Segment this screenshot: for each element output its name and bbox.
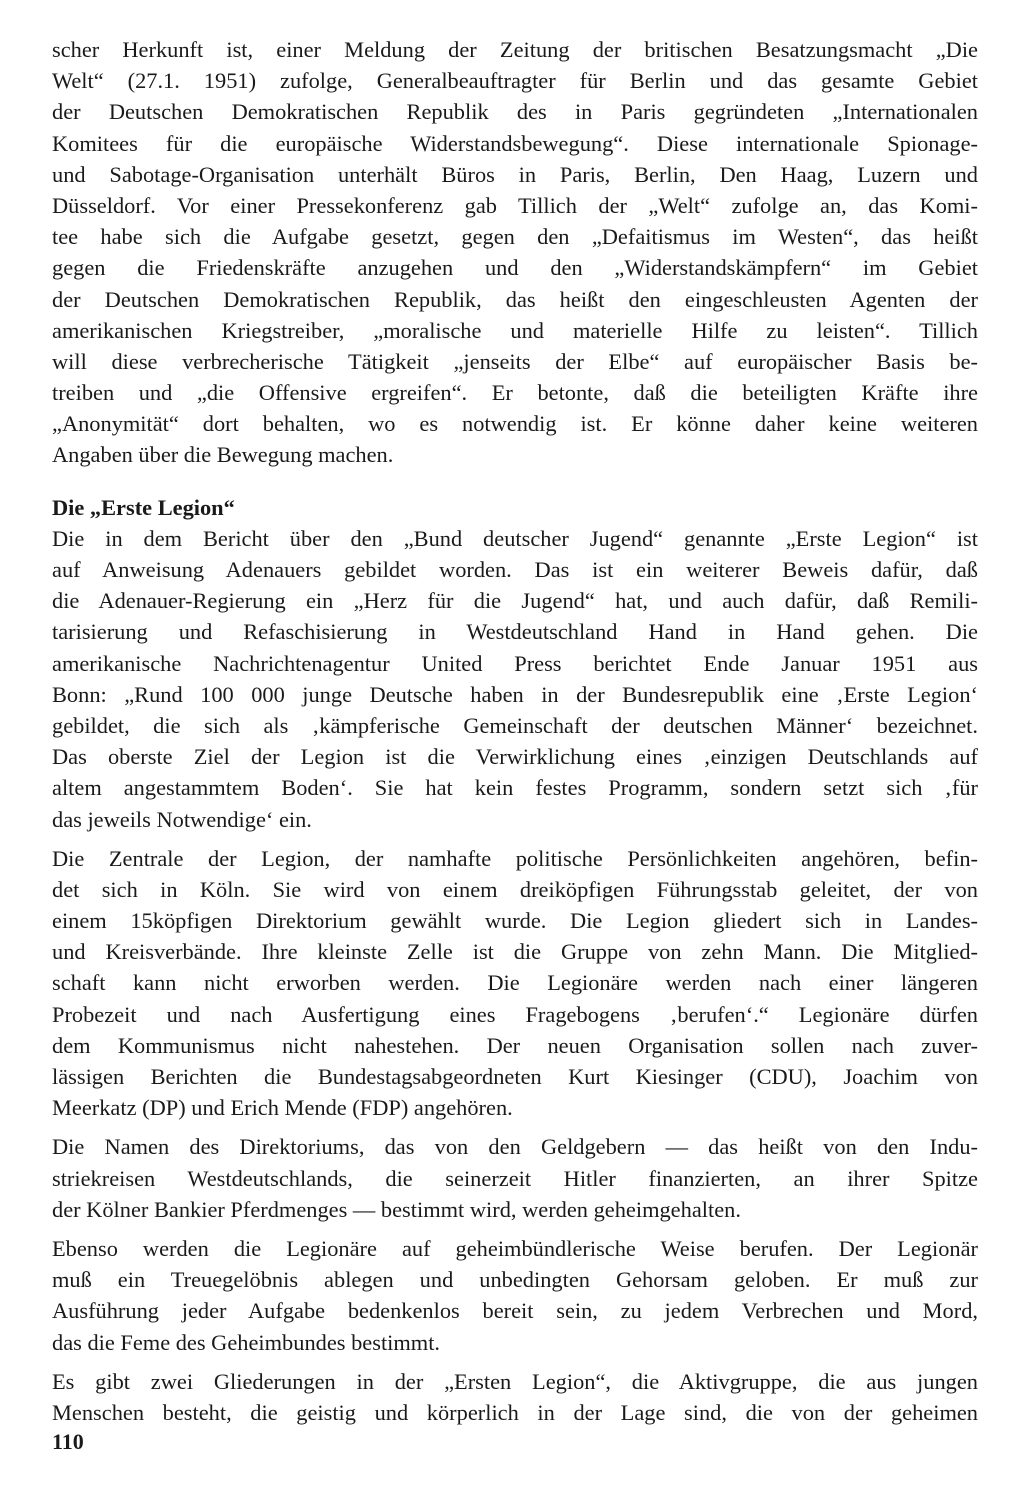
text-line: Düsseldorf. Vor einer Pressekonferenz gab Tillich der „Welt“ zufolge an, das Komi- [52, 192, 978, 218]
text-line: der Deutschen Demokratischen Republik, das heißt den eingeschleusten Agenten der [52, 286, 978, 312]
text-line: scher Herkunft ist, einer Meldung der Zeitung der britischen Besatzungsmacht „Die [52, 37, 978, 62]
text-line: Das oberste Ziel der Legion ist die Verwirklichung eines ‚einzigen Deutschlands auf [52, 744, 978, 770]
text-line: amerikanische Nachrichtenagentur United Press berichtet Ende Januar 1951 aus [52, 650, 978, 676]
text-line: det sich in Köln. Sie wird von einem dreiköpfigen Führungsstab geleitet, der von [52, 876, 978, 902]
text-line: Es gibt zwei Gliederungen in der „Ersten Legion“, die Aktivgruppe, die aus jungen [52, 1368, 978, 1394]
text-line: Komitees für die europäische Widerstandsbewegung“. Diese internationale Spionage- [52, 130, 978, 156]
text-line: Ebenso werden die Legionäre auf geheimbündlerische Weise berufen. Der Legionär [52, 1235, 978, 1261]
text-line: schaft kann nicht erworben werden. Die Legionäre werden nach einer längeren [52, 970, 978, 996]
text-line: Welt“ (27.1. 1951) zufolge, Generalbeauftragter für Berlin und das gesamte Gebiet [52, 68, 978, 94]
text-line: altem angestammtem Boden‘. Sie hat kein festes Programm, sondern setzt sich ‚für [52, 775, 978, 801]
text-line: und Sabotage-Organisation unterhält Büros in Paris, Berlin, Den Haag, Luzern und [52, 161, 978, 187]
text-line: die Adenauer-Regierung ein „Herz für die Jugend“ hat, und auch dafür, daß Remili- [52, 588, 978, 614]
section-heading: Die „Erste Legion“ [52, 494, 235, 520]
text-line: Bonn: „Rund 100 000 junge Deutsche haben in der Bundesrepublik eine ‚Erste Legion‘ [52, 681, 978, 707]
text-line: muß ein Treuegelöbnis ablegen und unbedingten Gehorsam geloben. Er muß zur [52, 1267, 978, 1293]
text-line: tarisierung und Refaschisierung in Westdeutschland Hand in Hand gehen. Die [52, 619, 978, 645]
paragraph-directorate [52, 1131, 978, 1225]
paragraph-oath [52, 1233, 978, 1358]
text-line: gegen die Friedenskräfte anzugehen und den „Widerstandskämpfern“ im Gebiet [52, 255, 978, 281]
paragraph-legion-intro [52, 523, 978, 835]
text-line: treiben und „die Offensive ergreifen“. Er betonte, daß die beteiligten Kräfte ihre [52, 380, 978, 406]
text-line: dem Kommunismus nicht nahestehen. Der neuen Organisation sollen nach zuver- [52, 1032, 978, 1058]
text-line: Probezeit und nach Ausfertigung eines Fragebogens ‚berufen‘.“ Legionäre dürfen [52, 1001, 978, 1027]
text-line: Angaben über die Bewegung machen. [52, 442, 394, 468]
text-line: tee habe sich die Aufgabe gesetzt, gegen den „Defaitismus im Westen“, das heißt [52, 224, 978, 250]
text-line: der Kölner Bankier Pferdmenges — bestimmt wird, werden geheimgehalten. [52, 1196, 741, 1222]
text-line: lässigen Berichten die Bundestagsabgeordneten Kurt Kiesinger (CDU), Joachim von [52, 1064, 978, 1089]
text-line: der Deutschen Demokratischen Republik des in Paris gegründeten „Internationalen [52, 99, 978, 125]
text-line: will diese verbrecherische Tätigkeit „jenseits der Elbe“ auf europäischer Basis be- [52, 348, 978, 374]
text-line: das die Feme des Geheimbundes bestimmt. [52, 1329, 441, 1355]
page-number: 110 [52, 1429, 84, 1454]
text-line: Die Zentrale der Legion, der namhafte politische Persönlichkeiten angehören, befin- [52, 845, 978, 871]
text-line: Die Namen des Direktoriums, das von den Geldgebern — das heißt von den Indu- [52, 1134, 978, 1160]
text-line: und Kreisverbände. Ihre kleinste Zelle ist die Gruppe von zehn Mann. Die Mitglied- [52, 939, 978, 965]
paragraph-tillich-committee [52, 34, 978, 471]
text-line: das jeweils Notwendige‘ ein. [52, 806, 312, 832]
text-line: amerikanischen Kriegstreiber, „moralische und materielle Hilfe zu leisten“. Tillich [52, 317, 978, 343]
text-line: einem 15köpfigen Direktorium gewählt wurde. Die Legion gliedert sich in Landes- [52, 908, 978, 934]
page-body [52, 34, 978, 1428]
text-line: auf Anweisung Adenauers gebildet worden. Das ist ein weiterer Beweis dafür, daß [52, 557, 978, 582]
text-line: Meerkatz (DP) und Erich Mende (FDP) angehören. [52, 1095, 513, 1121]
text-line: Menschen besteht, die geistig und körperlich in der Lage sind, die von der geheimen [52, 1399, 978, 1425]
text-line: „Anonymität“ dort behalten, wo es notwendig ist. Er könne daher keine weiteren [52, 411, 978, 437]
paragraph-divisions [52, 1366, 978, 1428]
text-line: Die in dem Bericht über den „Bund deutscher Jugend“ genannte „Erste Legion“ ist [52, 525, 978, 551]
text-line: Ausführung jeder Aufgabe bedenkenlos bereit sein, zu jedem Verbrechen und Mord, [52, 1298, 978, 1324]
paragraph-legion-structure [52, 843, 978, 1124]
text-line: gebildet, die sich als ‚kämpferische Gemeinschaft der deutschen Männer‘ bezeichnet. [52, 712, 978, 738]
text-line: striekreisen Westdeutschlands, die seinerzeit Hitler finanzierten, an ihrer Spitze [52, 1165, 978, 1191]
